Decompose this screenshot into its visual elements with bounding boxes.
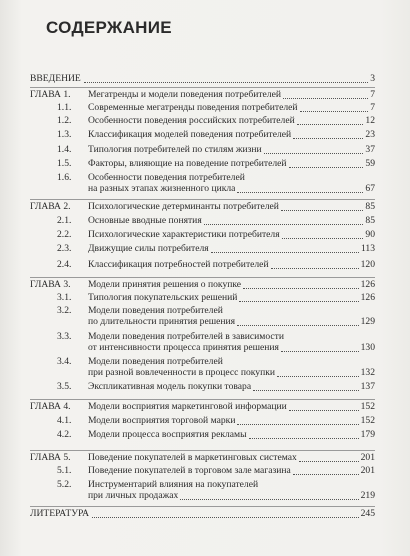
toc-entry [30,466,375,477]
toc-entry-title: Модели восприятия торговой марки [88,416,236,426]
dot-leader [211,252,359,253]
toc-entry-title: Модели принятия решения о покупке [88,280,242,290]
toc-entry-page: 120 [360,259,375,270]
toc-entry [30,90,375,101]
toc-entry-title: Модели процесса восприятия рекламы [88,430,247,440]
toc-entry-number: 3.2. [57,305,72,316]
section-divider [30,87,375,88]
toc-entry-title: Инструментарий влияния на покупателей [88,480,259,490]
toc-entry-number: ГЛАВА 3. [30,279,71,290]
toc-entry [30,145,375,156]
toc-entry-page: 152 [360,415,375,426]
toc-entry-number: ЛИТЕРАТУРА [30,508,90,519]
toc-entry-title: Особенности поведения потребителей [88,173,245,183]
toc-entry-title: Психологические детерминанты потребителей [88,202,279,212]
section-divider [30,506,375,507]
toc-entry-title: Мегатренды и модели поведения потребителей [88,90,281,100]
toc-entry-title-line2: при разной вовлеченности в процесс покупки [88,368,275,378]
dot-leader [271,268,359,269]
toc-entry [30,402,375,413]
dot-leader [289,167,363,168]
dot-leader [239,301,359,302]
toc-entry [30,74,375,85]
dot-leader [289,410,359,411]
toc-entry-title: Модели поведения потребителей в зависимости [88,332,284,342]
toc-entry [30,480,375,502]
dot-leader [204,224,363,225]
dot-leader [237,424,359,425]
toc-entry-number: 3.5. [57,381,72,392]
dot-leader [243,288,359,289]
toc-entry [30,430,375,441]
page-title: СОДЕРЖАНИЕ [46,18,172,37]
dot-leader [281,210,363,211]
toc-entry-page: 179 [360,429,375,440]
section-divider [30,277,375,278]
toc-entry [30,416,375,427]
toc-entry-title: Модели восприятия маркетинговой информации [88,402,287,412]
dot-leader [92,517,359,518]
toc-entry-number: 4.2. [57,429,72,440]
toc-entry-page: 3 [370,73,375,84]
toc-entry [30,357,375,379]
toc-entry [30,130,375,141]
toc-entry-page: 12 [365,115,375,126]
toc-entry [30,116,375,127]
toc-entry-title: Поведение покупателей в торговом зале магазина [88,466,291,476]
toc-entry-title: Экспликативная модель покупки товара [88,382,252,392]
dot-leader [253,390,359,391]
dot-leader [237,192,363,193]
toc-entry [30,382,375,393]
toc-entry-title: Модели поведения потребителей [88,357,223,367]
toc-entry-title: Модели поведения потребителей [88,306,223,316]
toc-entry [30,260,375,271]
toc-entry-page: 219 [360,490,375,501]
toc-entry [30,103,375,114]
toc-entry [30,509,375,520]
dot-leader [277,376,359,377]
toc-entry [30,293,375,304]
dot-leader [283,98,368,99]
toc-entry-page: 245 [360,508,375,519]
toc-entry-title-line2: от интенсивности процесса принятия решения [88,343,279,353]
toc-entry-number: 5.1. [57,465,72,476]
toc-entry-page: 132 [360,367,375,378]
dot-leader [293,474,359,475]
toc-entry-number: 1.3. [57,129,72,140]
toc-entry [30,202,375,213]
toc-entry-title: Типология покупательских решений [88,293,238,303]
dot-leader [264,153,363,154]
toc-entry-number: 3.3. [57,331,72,342]
toc-entry-page: 113 [360,243,375,254]
toc-entry-number: 1.2. [57,115,72,126]
section-divider [30,399,375,400]
toc-entry-page: 129 [360,316,375,327]
toc-entry-number: 1.1. [57,102,72,113]
toc-entry-number: 2.3. [57,243,72,254]
toc-entry-title: Факторы, влияющие на поведение потребителей [88,159,287,169]
toc-entry-title: Психологические характеристики потребителя [88,230,280,240]
toc-entry-page: 85 [365,201,375,212]
toc-entry-number: 3.4. [57,356,72,367]
toc-entry-title: Основные вводные понятия [88,216,202,226]
toc-entry-number: 1.5. [57,158,72,169]
toc-entry-page: 137 [360,381,375,392]
toc-entry-number: ГЛАВА 4. [30,401,71,412]
dot-leader [299,461,359,462]
toc-entry-page: 126 [360,279,375,290]
toc-entry-page: 67 [365,183,375,194]
toc-entry-title-line2: на разных этапах жизненного цикла [88,184,236,194]
toc-entry-page: 85 [365,215,375,226]
toc-entry-page: 126 [360,292,375,303]
toc-entry [30,216,375,227]
toc-entry-title: Типология потребителей по стилям жизни [88,145,262,155]
toc-entry-title-line2: по длительности принятия решения [88,317,236,327]
toc-entry-number: 5.2. [57,479,72,490]
toc-entry-number: ВВЕДЕНИЕ [30,73,81,84]
toc-entry-number: 4.1. [57,415,72,426]
toc-entry [30,332,375,354]
toc-entry-number: 2.1. [57,215,72,226]
toc-entry-title: Особенности поведения российских потребителей [88,116,295,126]
toc-entry [30,173,375,195]
dot-leader [180,499,359,500]
toc-entry [30,306,375,328]
dot-leader [281,351,359,352]
toc-entry-number: 3.1. [57,292,72,303]
toc-entry-page: 7 [370,102,375,113]
toc-entry-title: Классификация потребностей потребителей [88,260,269,270]
toc-entry-page: 201 [360,465,375,476]
toc-entry-title: Современные мегатренды поведения потребителей [88,103,298,113]
toc-entry-page: 152 [360,401,375,412]
toc-entry-title: Поведение покупателей в маркетинговых системах [88,453,297,463]
toc-entry-title: Классификация моделей поведения потребителей [88,130,292,140]
toc-entry-number: 2.4. [57,259,72,270]
dot-leader [300,111,368,112]
toc-entry-number: 1.4. [57,144,72,155]
toc-entry-page: 201 [360,452,375,463]
toc-entry-page: 130 [360,342,375,353]
toc-entry-number: ГЛАВА 2. [30,201,71,212]
dot-leader [237,325,359,326]
toc-entry [30,230,375,241]
toc-entry-page: 37 [365,144,375,155]
toc-entry-title: Движущие силы потребителя [88,244,209,254]
toc-entry [30,159,375,170]
toc-entry [30,244,375,255]
dot-leader [293,138,363,139]
toc-entry [30,453,375,464]
section-divider [30,199,375,200]
section-divider [30,450,375,451]
toc-entry-page: 23 [365,129,375,140]
dot-leader [282,238,363,239]
toc-entry-page: 59 [365,158,375,169]
dot-leader [84,82,368,83]
toc-entry-title-line2: при личных продажах [88,491,179,501]
toc-entry-number: 1.6. [57,172,72,183]
dot-leader [297,124,363,125]
toc-entry-number: ГЛАВА 5. [30,452,71,463]
dot-leader [249,438,359,439]
toc-entry [30,280,375,291]
toc-entry-page: 7 [370,89,375,100]
toc-entry-number: 2.2. [57,229,72,240]
toc-entry-page: 90 [365,229,375,240]
toc-entry-number: ГЛАВА 1. [30,89,71,100]
